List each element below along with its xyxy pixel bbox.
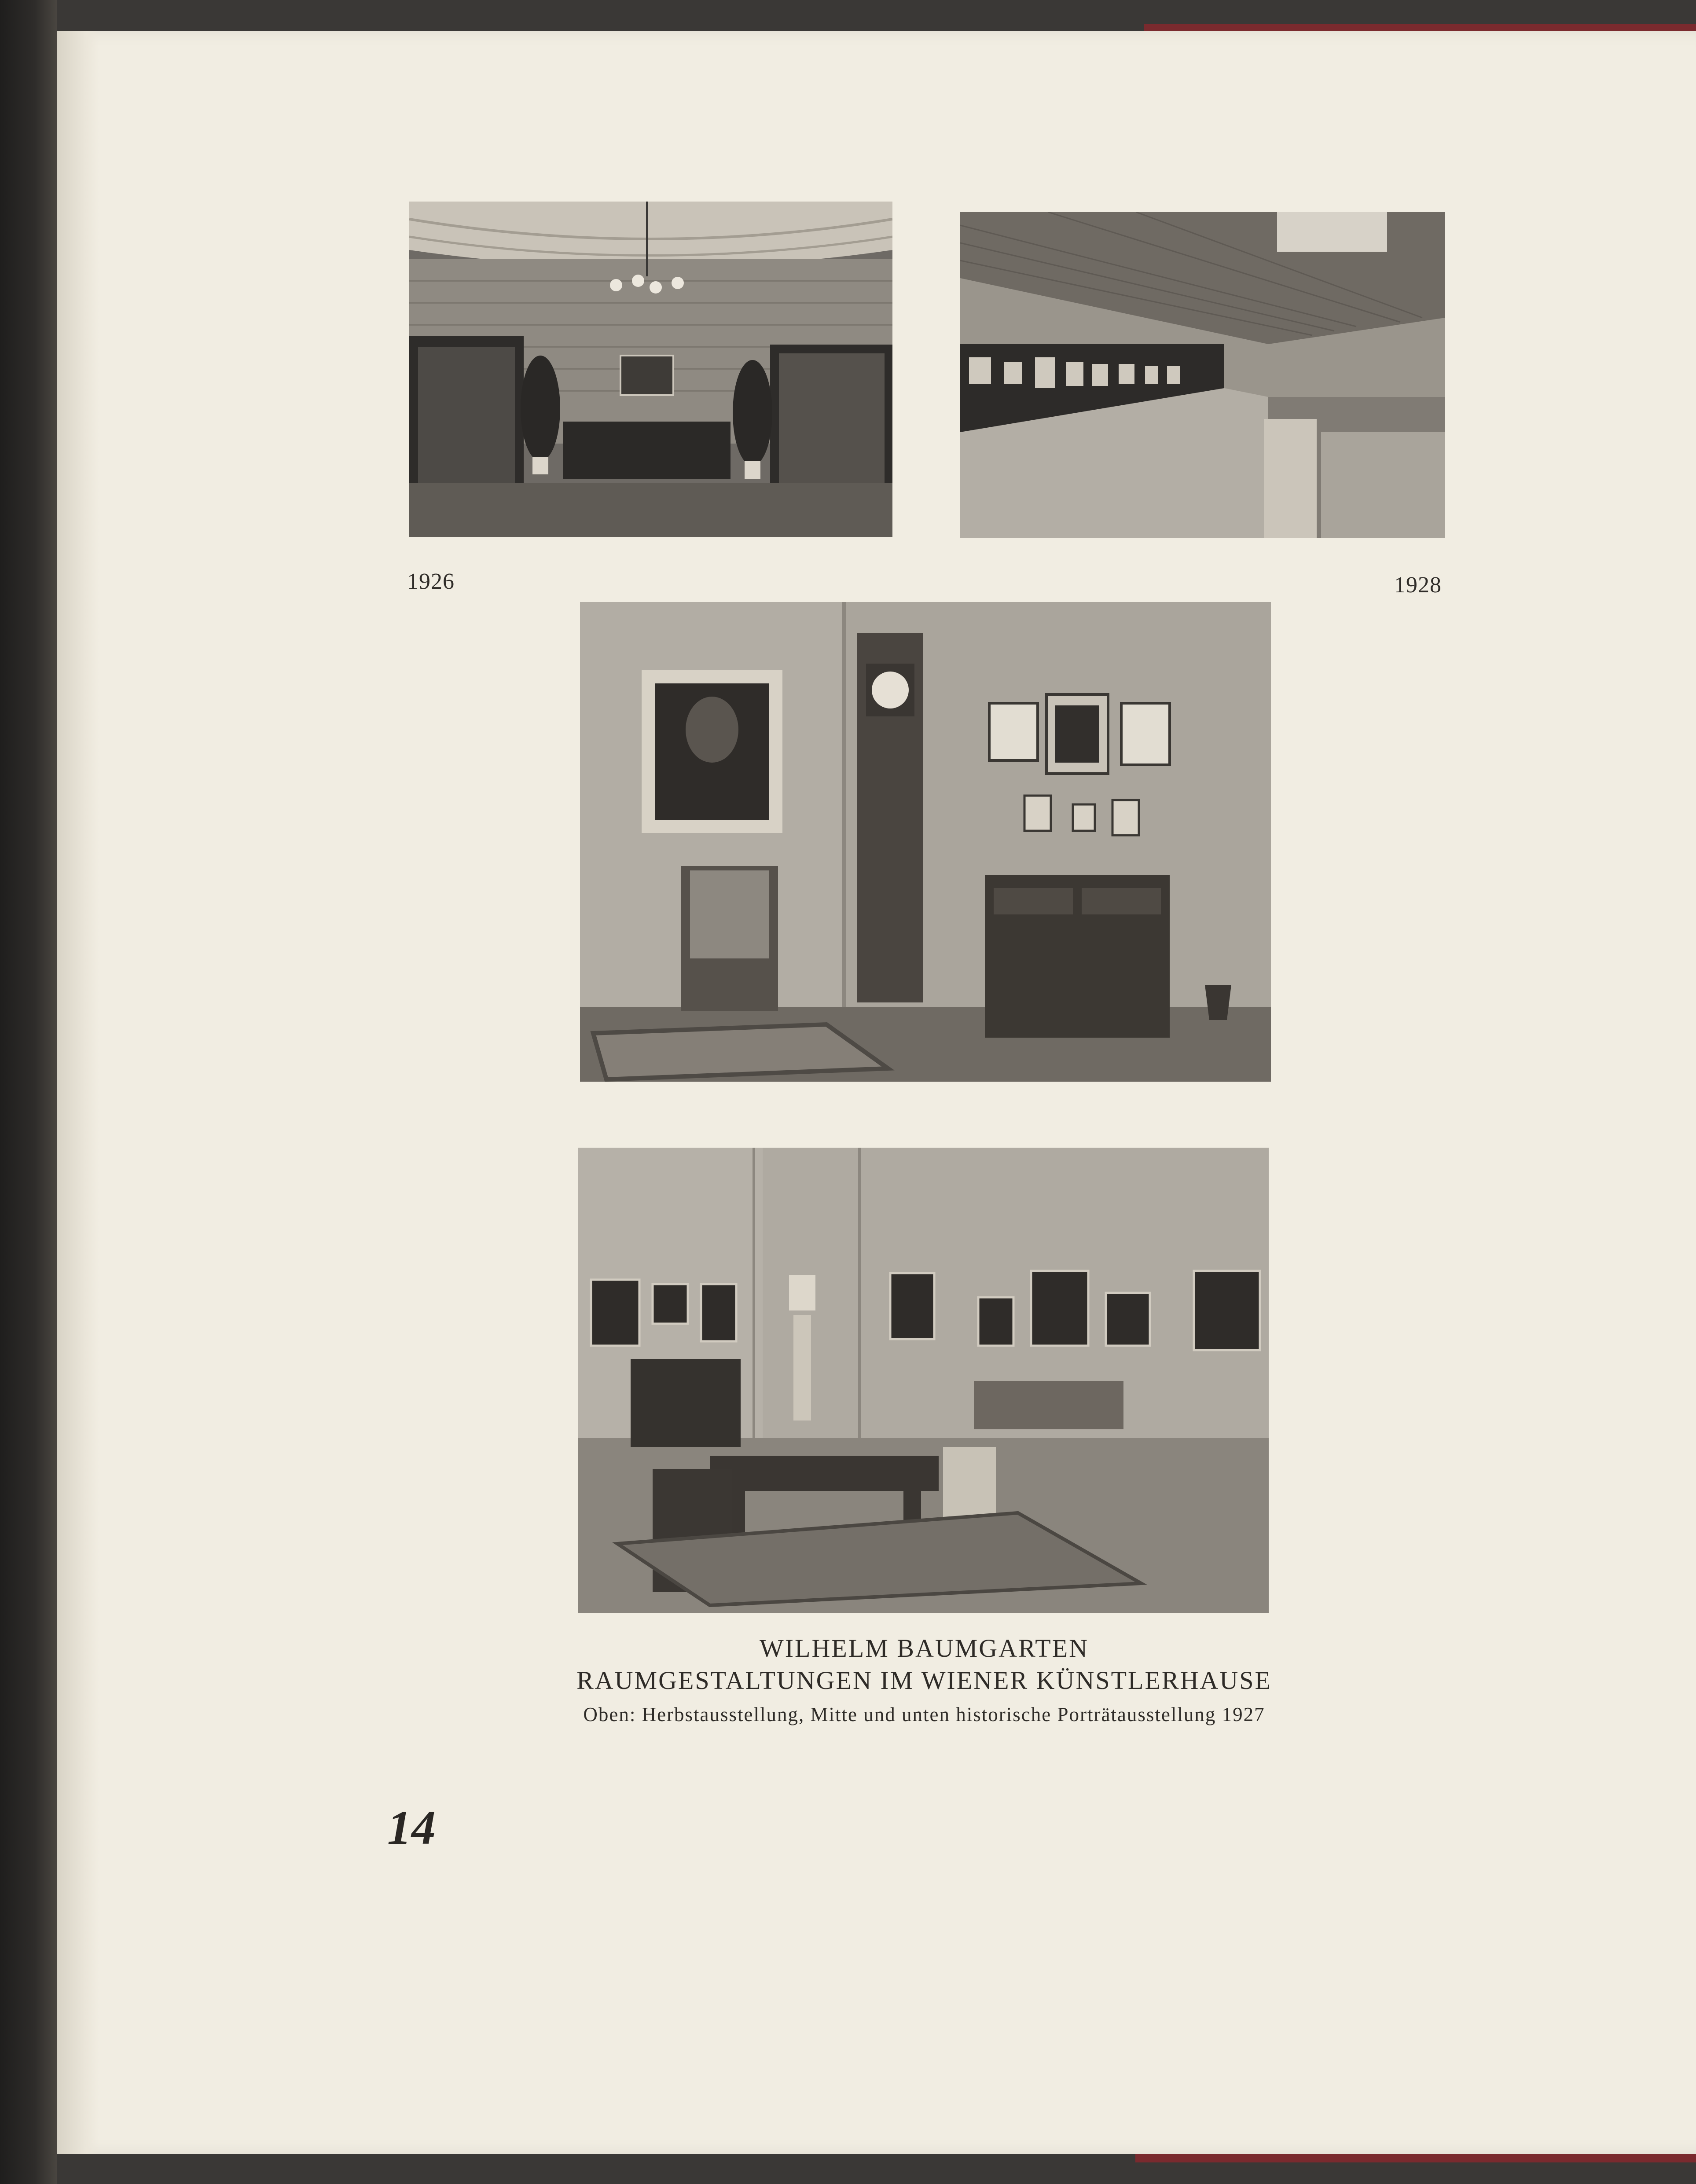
year-label-1926: 1926 xyxy=(407,569,455,594)
photo-portrait-exhibition-room-desk xyxy=(578,1148,1269,1613)
caption-title-subject: RAUMGESTALTUNGEN IM WIENER KÜNSTLERHAUSE xyxy=(576,1666,1272,1695)
photo-1926-exhibition-room xyxy=(409,202,892,537)
page-gutter xyxy=(57,31,99,2154)
photo-1928-long-gallery xyxy=(960,212,1445,538)
caption-title-architect: WILHELM BAUMGARTEN xyxy=(759,1634,1089,1663)
year-label-1928: 1928 xyxy=(1394,573,1442,598)
photo-portrait-exhibition-clock-corner xyxy=(580,602,1271,1082)
book-spine-shadow xyxy=(0,0,57,2184)
caption-description: Oben: Herbstausstellung, Mitte und unten historische Porträtausstellung 1927 xyxy=(583,1703,1265,1725)
page-number: 14 xyxy=(387,1801,436,1854)
